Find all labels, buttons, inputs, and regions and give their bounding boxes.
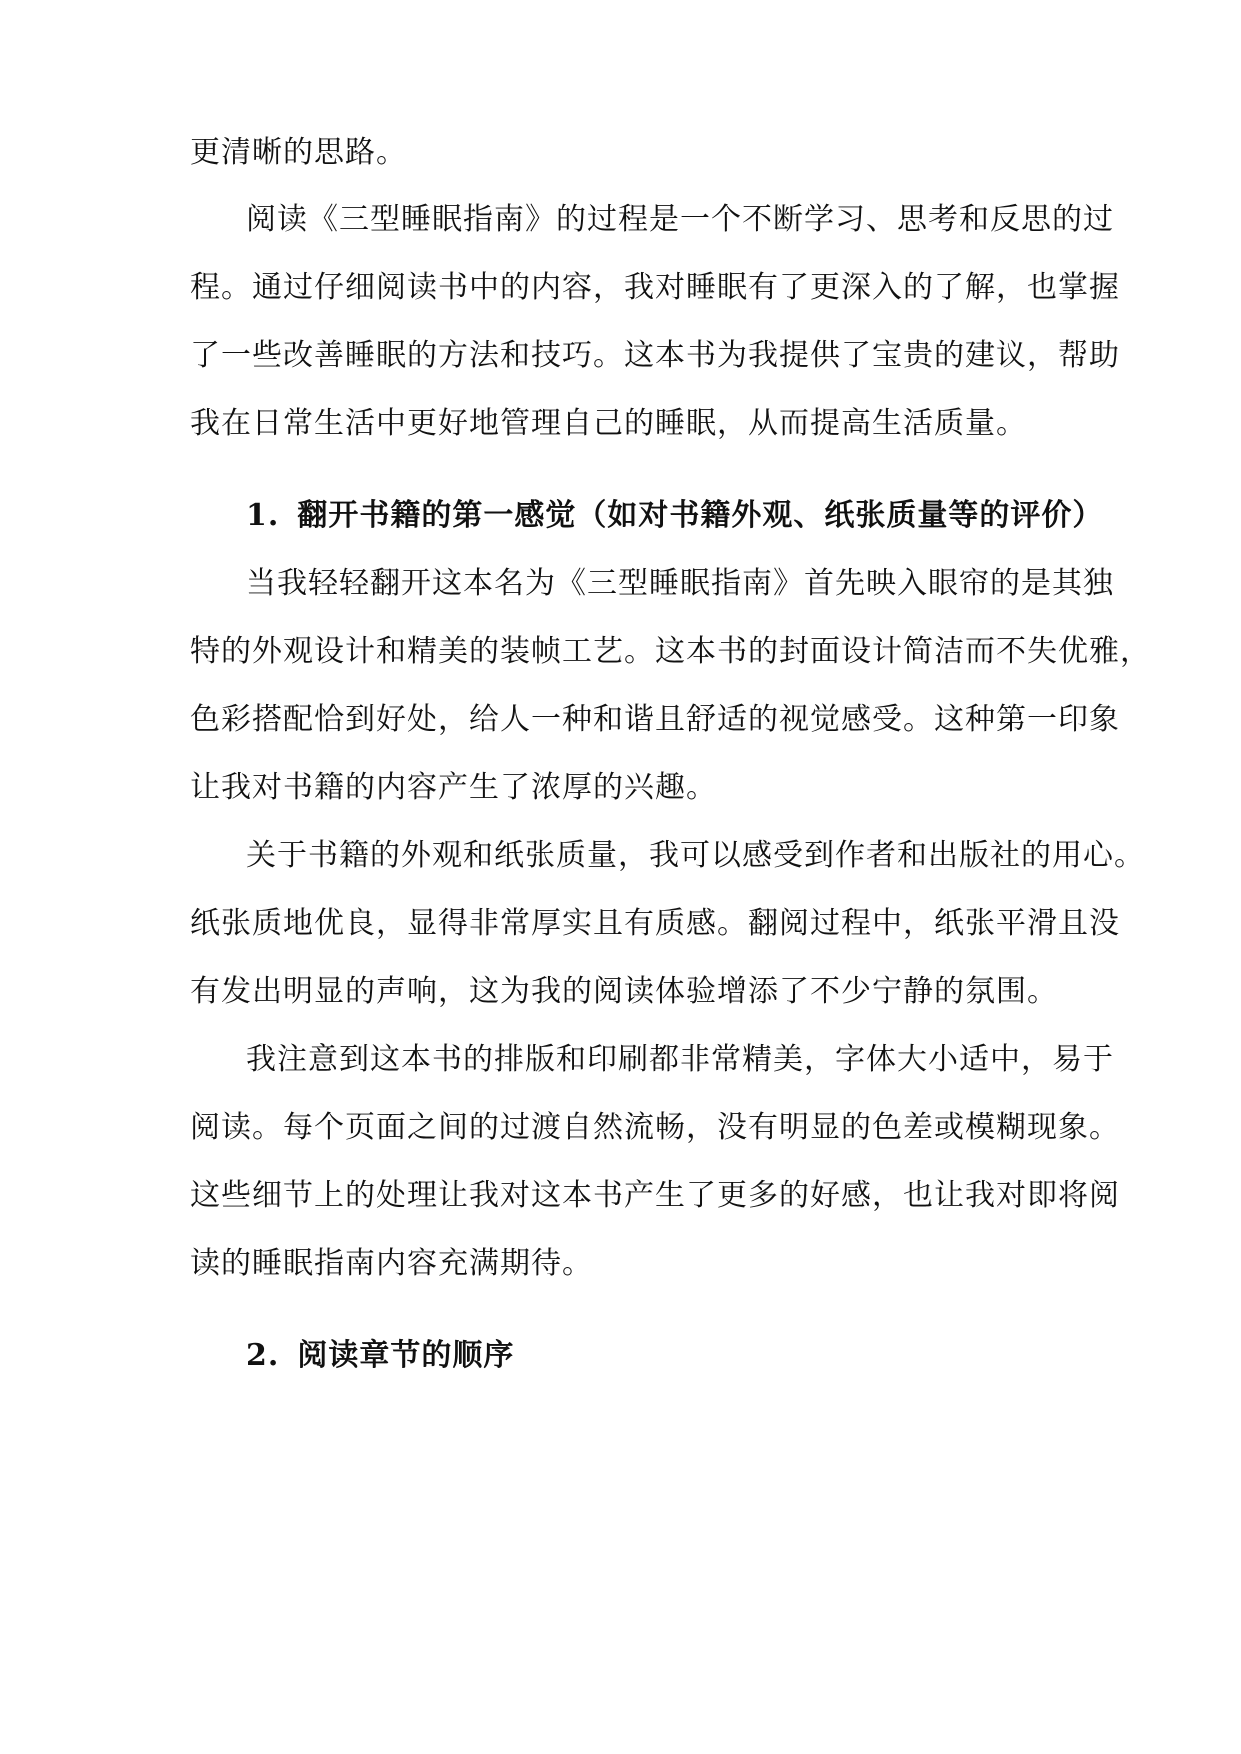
section-heading-1 (246, 496, 1146, 536)
paragraph-line: 阅读。每个页面之间的过渡自然流畅，没有明显的色差或模糊现象。 (190, 1110, 1120, 1145)
paragraph-line: 阅读《三型睡眠指南》的过程是一个不断学习、思考和反思的过 (246, 202, 1114, 237)
heading-number: 1. (246, 498, 280, 533)
paragraph-line: 程。通过仔细阅读书中的内容，我对睡眠有了更深入的了解，也掌握 (190, 270, 1120, 305)
paragraph-line: 让我对书籍的内容产生了浓厚的兴趣。 (190, 770, 717, 805)
heading-text: 阅读章节的顺序 (297, 1338, 515, 1373)
paragraph-line: 色彩搭配恰到好处，给人一种和谐且舒适的视觉感受。这种第一印象 (190, 702, 1120, 737)
heading-number: 2. (246, 1338, 280, 1373)
paragraph-line: 了一些改善睡眠的方法和技巧。这本书为我提供了宝贵的建议，帮助 (190, 338, 1120, 373)
paragraph-line: 我在日常生活中更好地管理自己的睡眠，从而提高生活质量。 (190, 406, 1027, 441)
paragraph-line: 这些细节上的处理让我对这本书产生了更多的好感，也让我对即将阅 (190, 1178, 1120, 1213)
paragraph-line: 读的睡眠指南内容充满期待。 (190, 1246, 593, 1281)
section-heading-2 (246, 1336, 1146, 1376)
paragraph-line: 我注意到这本书的排版和印刷都非常精美，字体大小适中，易于 (246, 1042, 1114, 1077)
paragraph-line: 特的外观设计和精美的装帧工艺。这本书的封面设计简洁而不失优雅， (190, 634, 1151, 669)
paragraph-line: 纸张质地优良，显得非常厚实且有质感。翻阅过程中，纸张平滑且没 (190, 906, 1120, 941)
paragraph-line: 当我轻轻翻开这本名为《三型睡眠指南》首先映入眼帘的是其独 (246, 566, 1114, 601)
heading-text: 翻开书籍的第一感觉（如对书籍外观、纸张质量等的评价） (297, 498, 1104, 533)
paragraph-line: 关于书籍的外观和纸张质量，我可以感受到作者和出版社的用心。 (246, 838, 1145, 873)
paragraph-line: 有发出明显的声响，这为我的阅读体验增添了不少宁静的氛围。 (190, 974, 1058, 1009)
paragraph-line: 更清晰的思路。 (190, 135, 407, 170)
